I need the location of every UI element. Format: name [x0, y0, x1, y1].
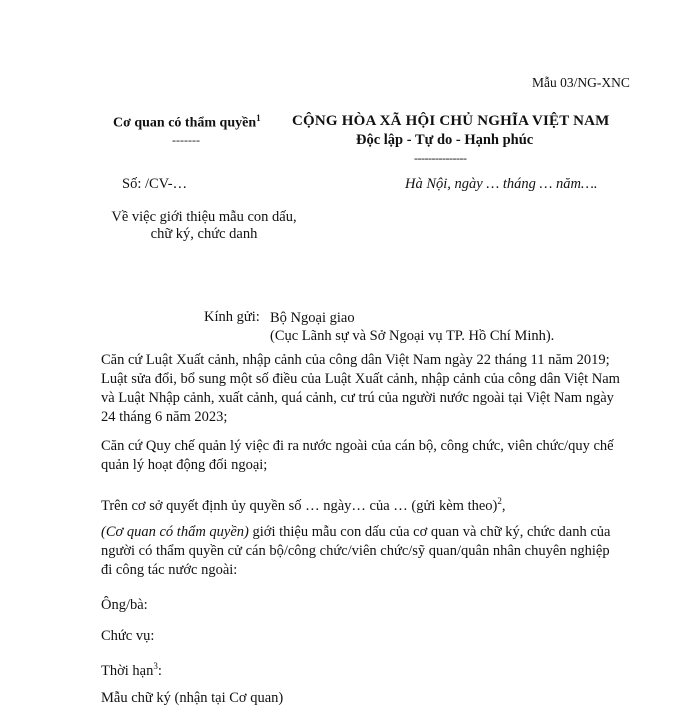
field-signature-sample: Mẫu chữ ký (nhận tại Cơ quan): [101, 690, 284, 706]
paragraph-legal-basis-law: Căn cứ Luật Xuất cảnh, nhập cảnh của công dân Việt Nam ngày 22 tháng 11 năm 2019; Luật sửa đổi, bổ sung một số điều của Luật Xuất cảnh, nhập cảnh của công dân Việt Nam và Luật Nhập cảnh, xuất cảnh, quá cảnh, cư trú của người nước ngoài tại Việt Nam ngày 24 tháng 6 năm 2023;: [101, 352, 620, 425]
field-position: Chức vụ:: [101, 628, 155, 644]
motto-divider: ---------------: [414, 151, 467, 165]
paragraph-introduction-text: giới thiệu mẫu con dấu của cơ quan và chữ ký, chức danh của người có thẩm quyền cử cán bộ/công chức/viên chức/sỹ quan/quân nhân chuyên nghiệp đi công tác nước ngoài:: [101, 524, 611, 578]
recipient-label: Kính gửi:: [204, 309, 260, 325]
subject: [104, 209, 304, 243]
footnote-ref-2: 2: [497, 496, 502, 506]
issuing-authority-label: Cơ quan có thẩm quyền: [113, 115, 257, 131]
paragraph-authorization-text: Trên cơ sở quyết định ủy quyền số … ngày… của … (gửi kèm theo): [101, 497, 498, 514]
paragraph-authorization-end: ,: [501, 497, 506, 514]
form-code: Mẫu 03/NG-XNC: [532, 75, 630, 90]
recipient-line-1: Bộ Ngoại giao: [270, 310, 355, 326]
paragraph-legal-basis-regulation: Căn cứ Quy chế quản lý việc đi ra nước ngoài của cán bộ, công chức, viên chức/quy chế quản lý hoạt động đối ngoại;: [101, 438, 614, 473]
recipient: [270, 309, 554, 345]
authority-placeholder: (Cơ quan có thẩm quyền): [101, 524, 249, 540]
field-name: Ông/bà:: [101, 597, 148, 613]
paragraph-introduction: [101, 523, 621, 580]
paragraph-authorization: [101, 492, 621, 516]
national-motto: Độc lập - Tự do - Hạnh phúc: [356, 132, 534, 148]
footnote-ref-1: 1: [256, 113, 261, 123]
authority-divider: -------: [172, 133, 200, 147]
document-number: Số: /CV-…: [122, 176, 188, 192]
national-title: CỘNG HÒA XÃ HỘI CHỦ NGHĨA VIỆT NAM: [292, 113, 610, 129]
field-term: [101, 661, 162, 680]
field-term-label: Thời hạn: [101, 662, 154, 679]
recipient-line-2: (Cục Lãnh sự và Sở Ngoại vụ TP. Hồ Chí Minh).: [270, 328, 555, 344]
place-date: Hà Nội, ngày … tháng … năm….: [405, 176, 598, 192]
issuing-authority: [113, 113, 261, 132]
footnote-ref-3: 3: [153, 661, 158, 671]
subject-line-2: chữ ký, chức danh: [150, 226, 258, 242]
subject-line-1: Về việc giới thiệu mẫu con dấu,: [111, 209, 297, 225]
field-term-colon: :: [157, 662, 162, 679]
